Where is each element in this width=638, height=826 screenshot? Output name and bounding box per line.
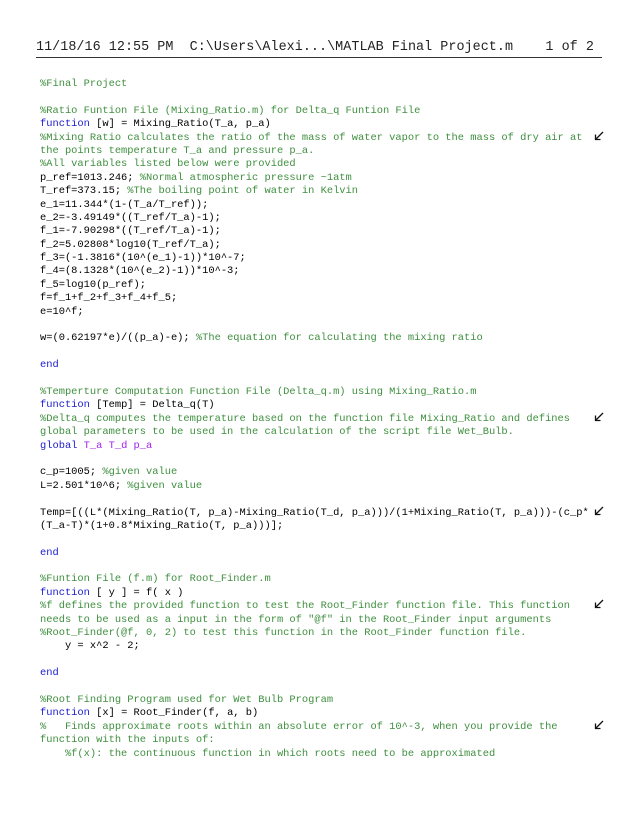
- code-keyword: end: [40, 359, 59, 372]
- code-comment: %given value: [102, 466, 178, 479]
- code-line: [40, 172, 600, 185]
- code-line: [40, 306, 600, 319]
- code-line: [40, 346, 600, 359]
- code-line: [40, 292, 600, 305]
- code-comment: %All variables listed below were provided: [40, 158, 296, 171]
- code-line: [40, 252, 600, 265]
- code-line: [40, 399, 600, 412]
- code-line: [40, 694, 600, 707]
- code-text: f_3=(-1.3816*(10^(e_1)-1))*10^-7;: [40, 252, 246, 265]
- code-comment: %The equation for calculating the mixing ratio: [195, 332, 483, 345]
- code-line: [40, 279, 600, 292]
- code-line: [40, 91, 600, 104]
- code-line: [40, 145, 600, 158]
- code-keyword: function: [40, 399, 90, 412]
- code-text: [x] = Root_Finder(f, a, b): [89, 707, 259, 720]
- line-wrap-arrow-icon: [594, 720, 604, 730]
- code-comment: %Ratio Funtion File (Mixing_Ratio.m) for Delta_q Funtion File: [40, 104, 421, 117]
- code-line: [40, 654, 600, 667]
- code-text: f=f_1+f_2+f_3+f_4+f_5;: [40, 292, 178, 305]
- code-comment: %The boiling point of water in Kelvin: [127, 185, 359, 198]
- code-line: [40, 132, 600, 145]
- code-keyword: global: [40, 439, 78, 452]
- code-line: [40, 748, 600, 761]
- code-comment: %Temperture Computation Function File (Delta_q.m) using Mixing_Ratio.m: [40, 385, 477, 398]
- code-keyword: function: [40, 586, 90, 599]
- code-keyword: end: [40, 667, 59, 680]
- code-line: [40, 614, 600, 627]
- code-text: Temp=[((L*(Mixing_Ratio(T, p_a)-Mixing_Ratio(T_d, p_a)))/(1+Mixing_Ratio(T, p_a)))-(c_p*: [40, 506, 589, 519]
- code-line: [40, 386, 600, 399]
- code-line: [40, 105, 600, 118]
- header-page-number: 1 of 2: [545, 40, 594, 55]
- code-text: p_ref=1013.246;: [40, 171, 140, 184]
- code-line: [40, 573, 600, 586]
- code-line: [40, 239, 600, 252]
- code-comment: function with the inputs of:: [40, 734, 215, 747]
- code-text: f_1=-7.90298*((T_ref/T_a)-1);: [40, 225, 221, 238]
- code-line: [40, 587, 600, 600]
- code-line: [40, 319, 600, 332]
- code-line: [40, 560, 600, 573]
- line-wrap-arrow-icon: [594, 599, 604, 609]
- code-line: [40, 493, 600, 506]
- code-text: e_2=-3.49149*((T_ref/T_a)-1);: [40, 211, 221, 224]
- code-line: [40, 707, 600, 720]
- code-line: [40, 426, 600, 439]
- code-keyword: function: [40, 707, 90, 720]
- code-line: [40, 265, 600, 278]
- code-text: f_2=5.02808*log10(T_ref/T_a);: [40, 238, 221, 251]
- code-line: [40, 118, 600, 131]
- line-wrap-arrow-icon: [594, 412, 604, 422]
- code-line: [40, 440, 600, 453]
- code-string: T_a T_d p_a: [77, 439, 153, 452]
- code-keyword: end: [40, 546, 59, 559]
- line-wrap-arrow-icon: [594, 131, 604, 141]
- code-text: [w] = Mixing_Ratio(T_a, p_a): [89, 118, 271, 131]
- code-line: [40, 667, 600, 680]
- code-text: c_p=1005;: [40, 466, 103, 479]
- code-text: f_5=log10(p_ref);: [40, 278, 147, 291]
- code-line: [40, 480, 600, 493]
- code-line: [40, 158, 600, 171]
- code-line: [40, 520, 600, 533]
- code-line: [40, 453, 600, 466]
- code-text: (T_a-T)*(1+0.8*Mixing_Ratio(T, p_a)))];: [40, 519, 284, 532]
- code-line: [40, 533, 600, 546]
- code-comment: %f(x): the continuous function in which roots need to be approximated: [40, 747, 496, 760]
- code-line: [40, 373, 600, 386]
- code-text: T_ref=373.15;: [40, 185, 128, 198]
- code-comment: % Finds approximate roots within an absolute error of 10^-3, when you provide the: [40, 720, 558, 733]
- code-line: [40, 78, 600, 91]
- code-line: [40, 466, 600, 479]
- code-keyword: function: [40, 118, 90, 131]
- header-file-path: C:\Users\Alexi...\MATLAB Final Project.m: [189, 40, 514, 55]
- code-text: e=10^f;: [40, 305, 84, 318]
- code-text: e_1=11.344*(1-(T_a/T_ref));: [40, 198, 209, 211]
- code-line: [40, 332, 600, 345]
- code-comment: needs to be used as a input in the form of "@f" in the Root_Finder input arguments: [40, 613, 552, 626]
- code-text: w=(0.62197*e)/((p_a)-e);: [40, 332, 196, 345]
- page-header: [36, 40, 602, 58]
- code-line: [40, 225, 600, 238]
- code-text: y = x^2 - 2;: [40, 640, 140, 653]
- code-comment: %f defines the provided function to test the Root_Finder function file. This function: [40, 600, 571, 613]
- code-comment: %Root_Finder(@f, 0, 2) to test this function in the Root_Finder function file.: [40, 627, 527, 640]
- code-comment: %Mixing Ratio calculates the ratio of the mass of water vapor to the mass of dry air at: [40, 131, 583, 144]
- code-line: [40, 185, 600, 198]
- code-text: f_4=(8.1328*(10^(e_2)-1))*10^-3;: [40, 265, 240, 278]
- code-line: [40, 721, 600, 734]
- code-comment: %Delta_q computes the temperature based on the function file Mixing_Ratio and defines: [40, 412, 571, 425]
- code-line: [40, 359, 600, 372]
- code-comment: %Final Project: [40, 78, 128, 90]
- code-line: [40, 547, 600, 560]
- code-comment: the points temperature T_a and pressure p_a.: [40, 144, 315, 157]
- code-comment: %Root Finding Program used for Wet Bulb Program: [40, 693, 334, 706]
- code-comment: %given value: [127, 479, 203, 492]
- code-line: [40, 413, 600, 426]
- code-text: [ y ] = f( x ): [89, 586, 184, 599]
- code-line: [40, 507, 600, 520]
- code-comment: %Funtion File (f.m) for Root_Finder.m: [40, 573, 271, 586]
- header-datetime: 11/18/16 12:55 PM: [36, 40, 174, 55]
- code-line: [40, 600, 600, 613]
- code-comment: %Normal atmospheric pressure ~1atm: [139, 171, 352, 184]
- code-line: [40, 640, 600, 653]
- code-line: [40, 212, 600, 225]
- code-line: [40, 681, 600, 694]
- code-line: [40, 734, 600, 747]
- code-text: [Temp] = Delta_q(T): [89, 399, 215, 412]
- line-wrap-arrow-icon: [594, 506, 604, 516]
- code-line: [40, 627, 600, 640]
- code-comment: global parameters to be used in the calculation of the script file Wet_Bulb.: [40, 426, 514, 439]
- code-text: L=2.501*10^6;: [40, 479, 128, 492]
- code-line: [40, 199, 600, 212]
- code-listing: [40, 78, 600, 761]
